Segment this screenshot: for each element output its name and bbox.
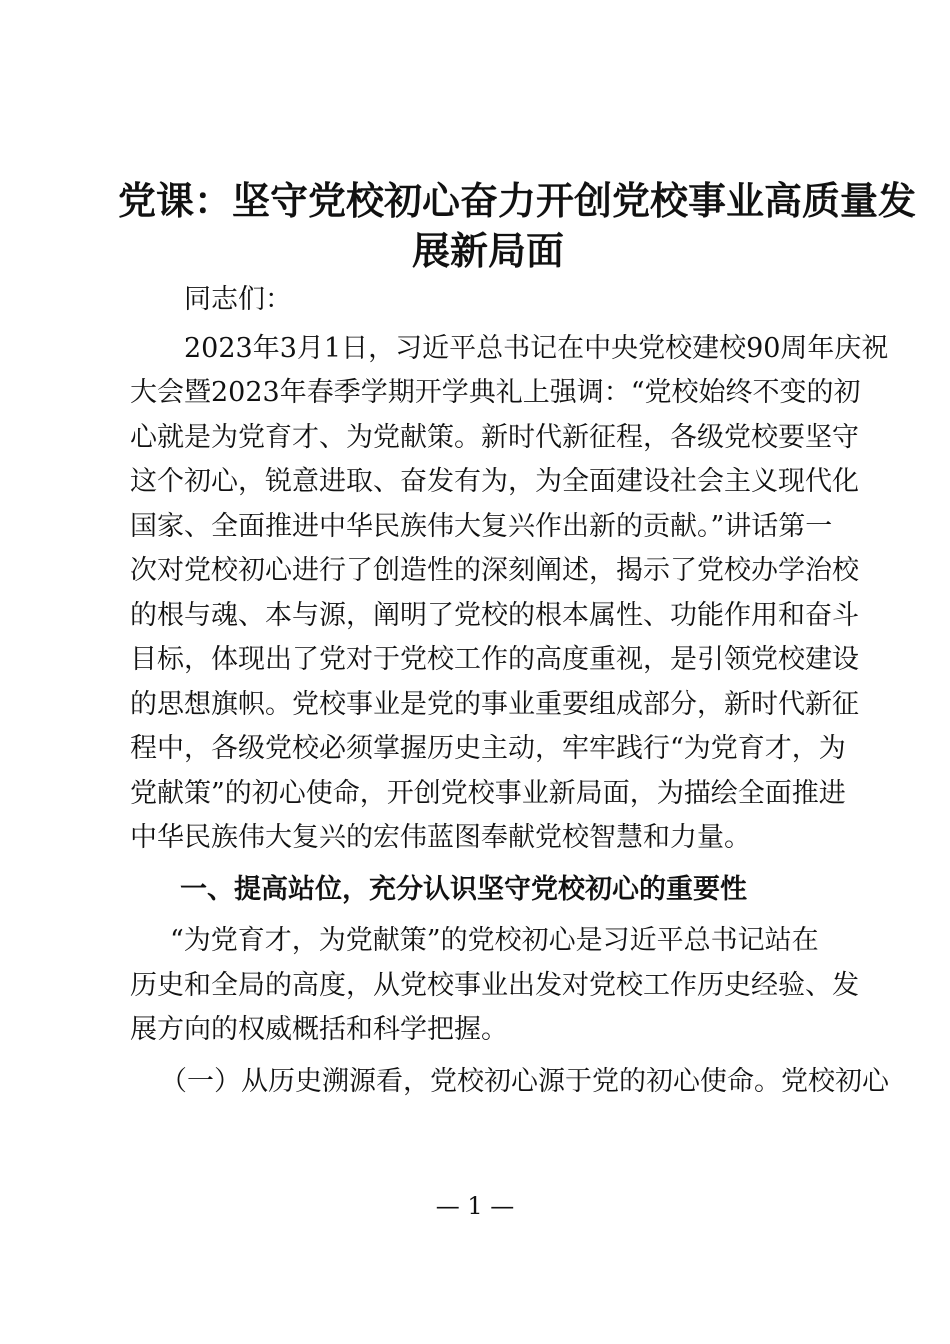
paragraph-line: 大会暨2023年春季学期开学典礼上强调：“党校始终不变的初 bbox=[130, 377, 861, 408]
paragraph-line: 历史和全局的高度，从党校事业出发对党校工作历史经验、发 bbox=[130, 969, 859, 1001]
paragraph-line: 2023年3月1日，习近平总书记在中央党校建校90周年庆祝 bbox=[184, 332, 889, 364]
paragraph-line: 的根与魂、本与源，阐明了党校的根本属性、功能作用和奋斗 bbox=[130, 599, 859, 631]
paragraph-line: 这个初心，锐意进取、奋发有为，为全面建设社会主义现代化 bbox=[130, 466, 859, 497]
paragraph-2 bbox=[130, 919, 859, 1053]
document-title bbox=[118, 176, 917, 276]
paragraph-line: 的思想旗帜。党校事业是党的事业重要组成部分，新时代新征 bbox=[130, 688, 859, 720]
section-heading-text: 一、提高站位，充分认识坚守党校初心的重要性 bbox=[180, 873, 747, 905]
section-heading-1 bbox=[130, 868, 840, 913]
paragraph-line: 中华民族伟大复兴的宏伟蓝图奉献党校智慧和力量。 bbox=[130, 822, 751, 853]
paragraph-line: 目标，体现出了党对于党校工作的高度重视，是引领党校建设 bbox=[130, 644, 859, 675]
paragraph-line: 展方向的权威概括和科学把握。 bbox=[130, 1014, 508, 1045]
document-body bbox=[130, 278, 889, 1104]
page-number: — 1 — bbox=[435, 1192, 515, 1220]
paragraph-line: 次对党校初心进行了创造性的深刻阐述，揭示了党校办学治校 bbox=[130, 555, 859, 586]
title-line: 展新局面 bbox=[411, 228, 564, 273]
paragraph-line: 国家、全面推进中华民族伟大复兴作出新的贡献。”讲话第一 bbox=[130, 510, 833, 542]
paragraph-line: 心就是为党育才、为党献策。新时代新征程，各级党校要坚守 bbox=[130, 421, 859, 453]
paragraph-3 bbox=[130, 1060, 889, 1105]
salutation bbox=[130, 278, 840, 323]
paragraph-line: 党献策”的初心使命，开创党校事业新局面，为描绘全面推进 bbox=[130, 777, 846, 809]
paragraph-line: “为党育才，为党献策”的党校初心是习近平总书记站在 bbox=[170, 925, 819, 956]
salutation-text: 同志们： bbox=[184, 284, 292, 315]
paragraph-line: 程中，各级党校必须掌握历史主动，牢牢践行“为党育才，为 bbox=[130, 733, 846, 764]
paragraph-1 bbox=[130, 327, 889, 861]
paragraph-line: （一）从历史溯源看，党校初心源于党的初心使命。党校初心 bbox=[160, 1065, 889, 1097]
title-line: 党课：坚守党校初心奋力开创党校事业高质量发 bbox=[118, 178, 917, 223]
